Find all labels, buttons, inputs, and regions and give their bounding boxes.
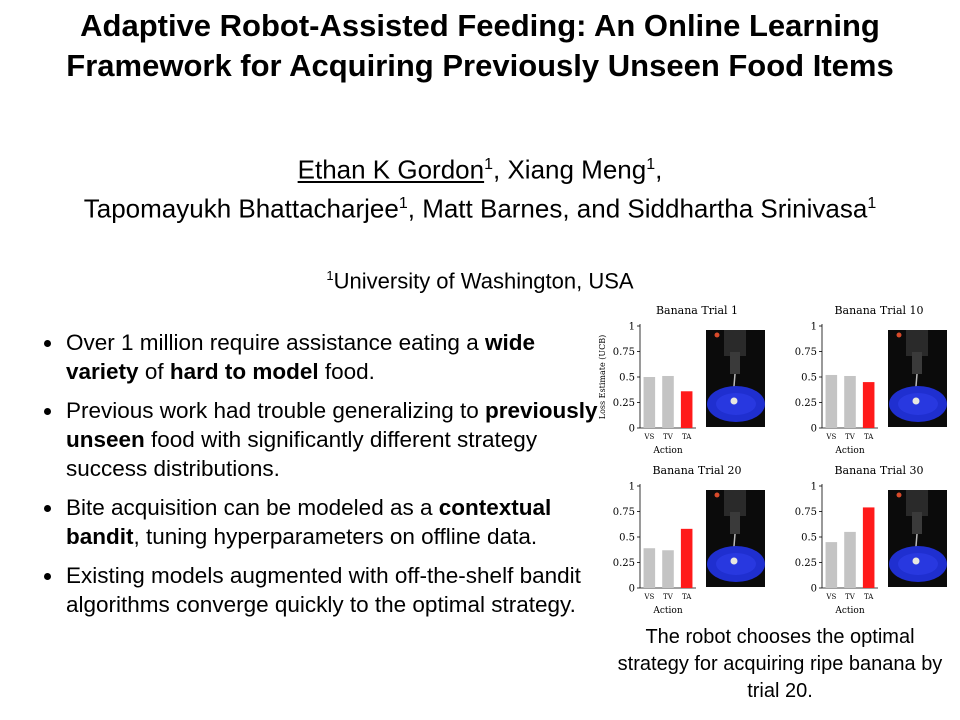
bullet-item: [42, 328, 602, 386]
author-list: Ethan K Gordon$^1$, Xiang Meng$^1$, Tapomayukh Bhattacharjee$^1$, Matt Barnes, and Siddhartha Srinivasa$^1$: [83, 154, 877, 224]
bullet-dot-icon: [44, 408, 51, 415]
chart-panel-trial-30: [778, 460, 948, 618]
banana-piece-icon: [731, 558, 738, 565]
y-tick-label: 0.75: [794, 347, 817, 358]
indicator-light-icon: [715, 493, 720, 498]
y-tick-label: 0: [628, 423, 635, 435]
author-affiliation-sup: 1: [867, 194, 877, 212]
robot-photo: [706, 330, 765, 427]
y-tick-label: 0.5: [619, 532, 635, 544]
x-tick-label: TV: [845, 593, 855, 601]
bar-ta: [863, 382, 875, 428]
x-tick-label: VS: [644, 593, 655, 601]
bullet-item: [42, 493, 602, 551]
y-tick-label: 0.25: [794, 398, 817, 409]
chart-panel-trial-20: [596, 460, 766, 618]
bar-ta: [681, 529, 693, 588]
bullet-text: food with significantly different strategy success distributions.: [66, 427, 538, 481]
bullet-text: Over 1 million require assistance eating a: [66, 330, 485, 355]
bar-tv: [844, 532, 856, 588]
author-name: Xiang Meng: [507, 154, 647, 185]
plate-inner: [898, 393, 938, 415]
robot-photo: [888, 330, 947, 427]
bullet-dot-icon: [44, 505, 51, 512]
robot-wrist-icon: [730, 512, 740, 534]
y-tick-label: 0.5: [801, 372, 817, 384]
banana-piece-icon: [913, 558, 920, 565]
bullet-item: [42, 396, 602, 483]
author-affiliation-sup: 1: [646, 156, 656, 173]
y-tick-label: 0: [810, 583, 817, 595]
y-tick-label: 0.25: [612, 398, 635, 409]
x-tick-label: TV: [845, 433, 855, 441]
bar-chart: [778, 460, 948, 618]
x-tick-label: TA: [681, 593, 692, 601]
bar-ta: [681, 391, 693, 428]
bar-chart: [596, 300, 766, 458]
y-tick-label: 0.25: [794, 558, 817, 569]
bar-vs: [826, 542, 838, 588]
y-tick-label: 1: [810, 321, 817, 333]
trial-figure: [596, 300, 948, 618]
plate-inner: [898, 553, 938, 575]
bar-tv: [662, 376, 674, 428]
y-tick-label: 0: [810, 423, 817, 435]
y-tick-label: 1: [628, 481, 635, 493]
x-tick-label: TA: [681, 433, 692, 441]
x-tick-label: TV: [663, 593, 673, 601]
affiliation-sup: 1: [326, 268, 334, 283]
y-tick-label: 0.75: [612, 347, 635, 358]
chart-title: Banana Trial 10: [834, 304, 924, 317]
banana-piece-icon: [913, 398, 920, 405]
bar-vs: [826, 375, 838, 428]
chart-title: Banana Trial 30: [834, 464, 924, 477]
bullet-emphasis: contextual bandit: [66, 495, 552, 549]
slide-title: Adaptive Robot-Assisted Feeding: An Online Learning Framework for Acquiring Previously Unseen Food Items: [66, 8, 894, 83]
robot-wrist-icon: [912, 352, 922, 374]
figure-caption: The robot chooses the optimal strategy for acquiring ripe banana by trial 20.: [617, 626, 943, 702]
x-tick-label: TA: [863, 433, 874, 441]
y-tick-label: 0.75: [612, 507, 635, 518]
x-tick-label: TV: [663, 433, 673, 441]
robot-wrist-icon: [912, 512, 922, 534]
x-tick-label: VS: [826, 433, 837, 441]
x-axis-label: Action: [835, 606, 865, 616]
y-tick-label: 0.25: [612, 558, 635, 569]
bar-tv: [844, 376, 856, 428]
author-name: Matt Barnes: [422, 193, 563, 224]
bar-vs: [644, 548, 656, 588]
bullet-text: Bite acquisition can be modeled as a: [66, 495, 439, 520]
x-tick-label: VS: [826, 593, 837, 601]
banana-piece-icon: [731, 398, 738, 405]
bullet-text: Previous work had trouble generalizing to: [66, 398, 485, 423]
bar-ta: [863, 507, 875, 588]
author-name: Siddhartha Srinivasa: [627, 193, 868, 224]
bullet-emphasis: hard to model: [169, 359, 319, 384]
author-affiliation-sup: 1: [398, 194, 408, 212]
bullet-emphasis: wide variety: [66, 330, 535, 384]
robot-photo: [888, 490, 947, 587]
indicator-light-icon: [897, 493, 902, 498]
y-tick-label: 1: [628, 321, 635, 333]
robot-wrist-icon: [730, 352, 740, 374]
y-tick-label: 0.5: [619, 372, 635, 384]
chart-title: Banana Trial 1: [655, 304, 739, 317]
x-tick-label: VS: [644, 433, 655, 441]
author-name: Ethan K Gordon: [297, 154, 485, 185]
chart-title: Banana Trial 20: [652, 464, 742, 477]
bullet-text: Existing models augmented with off-the-shelf bandit algorithms converge quickly to the optimal strategy.: [66, 563, 581, 617]
y-axis-label: Loss Estimate (UCB): [598, 334, 607, 420]
bullet-dot-icon: [44, 340, 51, 347]
affiliation-text: University of Washington, USA: [333, 268, 634, 294]
author-affiliation-sup: 1: [484, 156, 493, 173]
x-tick-label: TA: [863, 593, 874, 601]
chart-panel-trial-1: [596, 300, 766, 458]
x-axis-label: Action: [653, 606, 683, 616]
indicator-light-icon: [715, 333, 720, 338]
bar-vs: [644, 377, 656, 428]
bullet-list: [42, 328, 602, 629]
bullet-text: of: [138, 359, 170, 384]
indicator-light-icon: [897, 333, 902, 338]
robot-photo: [706, 490, 765, 587]
y-tick-label: 0: [628, 583, 635, 595]
affiliation: [40, 262, 920, 295]
bullet-text: food.: [318, 359, 375, 384]
plate-inner: [716, 393, 756, 415]
x-axis-label: Action: [653, 446, 683, 456]
y-tick-label: 0.5: [801, 532, 817, 544]
bar-tv: [662, 550, 674, 588]
bullet-dot-icon: [44, 573, 51, 580]
bullet-emphasis: previously unseen: [66, 398, 598, 452]
y-tick-label: 1: [810, 481, 817, 493]
bullet-text: , tuning hyperparameters on offline data.: [133, 524, 538, 549]
bullet-item: [42, 561, 602, 619]
plate-inner: [716, 553, 756, 575]
y-tick-label: 0.75: [794, 507, 817, 518]
author-name: Tapomayukh Bhattacharjee: [83, 193, 399, 224]
bar-chart: [778, 300, 948, 458]
x-axis-label: Action: [835, 446, 865, 456]
chart-panel-trial-10: [778, 300, 948, 458]
bar-chart: [596, 460, 766, 618]
